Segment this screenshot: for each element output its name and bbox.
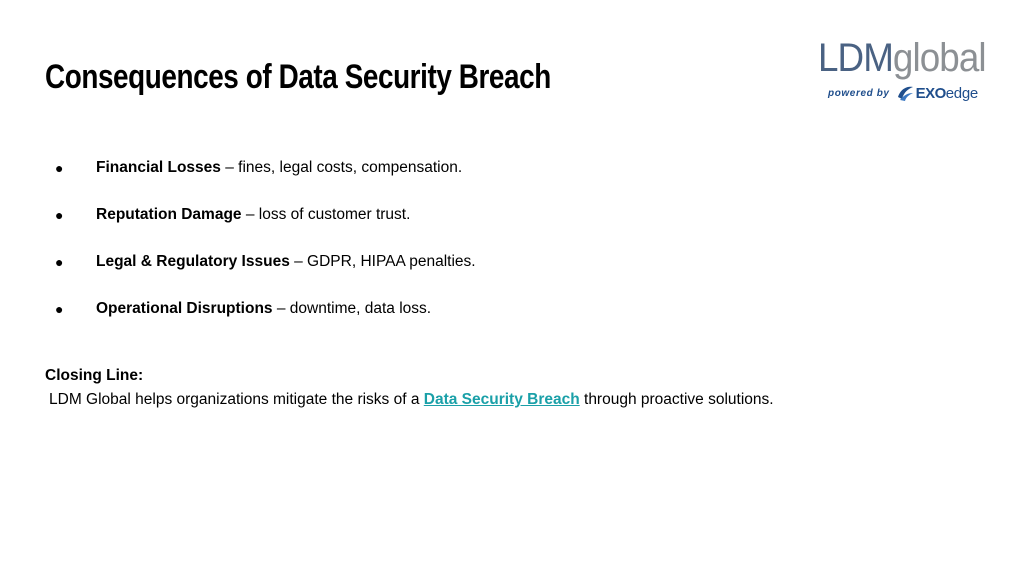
- exoedge-swoosh-icon: [896, 84, 914, 102]
- closing-body-before-link: LDM Global helps organizations mitigate the risks of a: [49, 391, 424, 408]
- closing-heading: Closing Line:: [45, 367, 144, 384]
- list-item-term: Reputation Damage: [96, 206, 242, 223]
- ldmglobal-logo: [818, 36, 993, 106]
- page-title: Consequences of Data Security Breach: [45, 58, 551, 96]
- data-security-breach-link[interactable]: Data Security Breach: [423, 391, 580, 408]
- logo-powered-by: [828, 83, 978, 103]
- list-item-description: – downtime, data loss.: [272, 300, 432, 317]
- bullet-icon: ●: [55, 301, 64, 317]
- list-item-text: [96, 158, 462, 178]
- bullet-icon: ●: [55, 254, 64, 270]
- logo-brand-secondary: global: [892, 36, 986, 80]
- logo-wordmark: [818, 36, 986, 80]
- logo-partner-light: edge: [945, 84, 978, 102]
- closing-section: [45, 364, 774, 412]
- logo-powered-by-text: powered by: [828, 87, 890, 99]
- bullet-icon: ●: [55, 160, 64, 176]
- list-item-term: Financial Losses: [96, 159, 221, 176]
- list-item-term: Operational Disruptions: [96, 300, 273, 317]
- logo-brand-primary: LDM: [818, 36, 893, 80]
- closing-body-after-link: through proactive solutions.: [579, 391, 774, 408]
- logo-partner-bold: EXO: [915, 84, 946, 102]
- list-item-description: – loss of customer trust.: [241, 206, 411, 223]
- list-item-term: Legal & Regulatory Issues: [96, 253, 290, 270]
- list-item-text: [96, 205, 410, 225]
- closing-body: [45, 388, 774, 412]
- list-item-text: [96, 299, 431, 319]
- list-item-description: – fines, legal costs, compensation.: [220, 159, 463, 176]
- list-item-description: – GDPR, HIPAA penalties.: [289, 253, 476, 270]
- bullet-icon: ●: [55, 207, 64, 223]
- list-item-text: [96, 252, 476, 272]
